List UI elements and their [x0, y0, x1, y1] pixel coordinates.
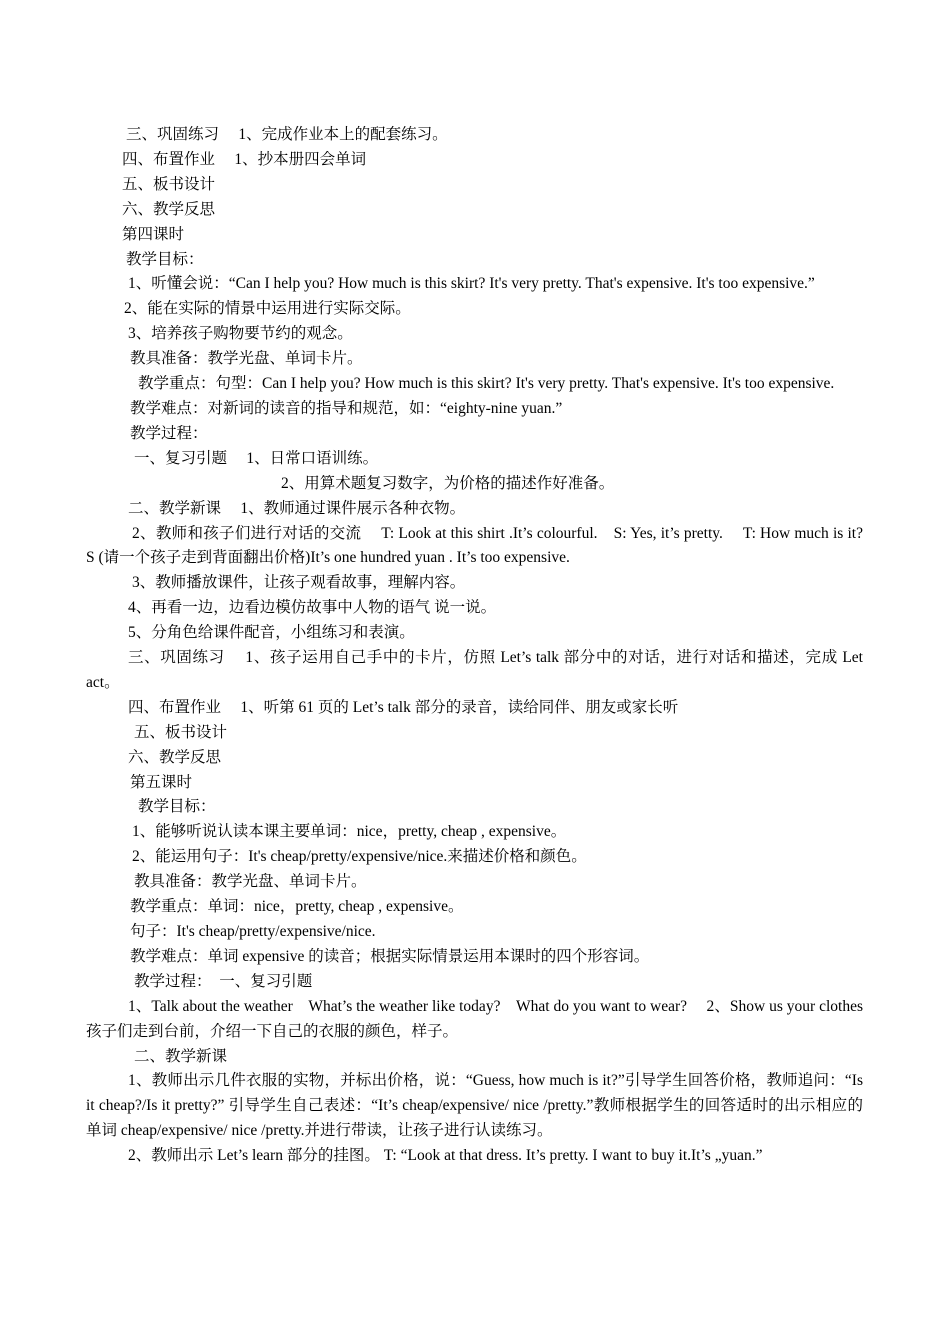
- goal-item-1-lesson5: 1、能够听说认读本课主要单词：nice，pretty, cheap , expensive。: [132, 823, 567, 841]
- lesson-four-heading: 第四课时: [122, 225, 185, 243]
- teaching-goals-label: 教学目标：: [126, 250, 204, 268]
- lesson-five-heading: 第五课时: [130, 773, 193, 791]
- review-step-2: 2、用算术题复习数字，为价格的描述作好准备。: [281, 474, 615, 492]
- goal-item-2-lesson5: 2、能运用句子：It's cheap/pretty/expensive/nice.来描述价格和颜色。: [132, 848, 587, 866]
- key-sentences-lesson5: 句子：It's cheap/pretty/expensive/nice.: [130, 923, 376, 940]
- teaching-goals-label-2: 教学目标：: [138, 798, 216, 816]
- key-points-lesson5: 教学重点：单词：nice，pretty, cheap , expensive。: [130, 898, 464, 916]
- teaching-difficulties: 教学难点：对新词的读音的指导和规范，如：“eighty-nine yuan.”: [130, 399, 563, 417]
- reflection-label: 六、教学反思: [128, 748, 222, 766]
- goal-item-1: 1、听懂会说：“Can I help you? How much is this skirt? It's very pretty. That's expensive. It's too expensive.”: [128, 275, 815, 293]
- document-body: [86, 123, 883, 1169]
- difficulties-lesson5: 教学难点：单词 expensive 的读音；根据实际情景运用本课时的四个形容词。: [130, 947, 650, 965]
- goal-item-3: 3、培养孩子购物要节约的观念。: [128, 325, 353, 343]
- new-lesson-step-4: 4、再看一边，边看边模仿故事中人物的语气 说一说。: [128, 599, 497, 617]
- new-lesson-step-5: 5、分角色给课件配音，小组练习和表演。: [128, 624, 415, 642]
- new-lesson-step-2-lesson5: 2、教师出示 Let’s learn 部分的挂图。 T: “Look at that dress. It’s pretty. I want to buy it.It’s „yuan.”: [128, 1147, 763, 1165]
- section-board-design: 五、板书设计: [122, 175, 216, 193]
- section-homework: 四、布置作业 1、抄本册四会单词: [122, 150, 367, 168]
- board-design-label: 五、板书设计: [134, 723, 228, 741]
- new-lesson-step-3: 3、教师播放课件，让孩子观看故事，理解内容。: [132, 574, 466, 592]
- section-consolidation-practice: 三、巩固练习 1、完成作业本上的配套练习。: [126, 126, 448, 143]
- teaching-aids: 教具准备：教学光盘、单词卡片。: [130, 350, 363, 368]
- section-reflection: 六、教学反思: [122, 200, 216, 218]
- homework-step-1: 四、布置作业 1、听第 61 页的 Let’s talk 部分的录音，读给同伴、朋友或家长听: [128, 698, 679, 716]
- consolidation-step-1: 三、巩固练习 1、孩子运用自己手中的卡片，仿照 Let’s talk 部分中的对话，进行对话和描述，完成 Let act。: [86, 649, 863, 691]
- teaching-process-label: 教学过程：: [130, 424, 208, 442]
- review-step-lesson5: 1、Talk about the weather What’s the weather like today? What do you want to wear? 2、Show us your clothes 孩子们走到台前，介绍一下自己的衣服的颜色，样子。: [86, 997, 863, 1040]
- teaching-aids-lesson5: 教具准备：教学光盘、单词卡片。: [134, 873, 367, 891]
- new-lesson-label-lesson5: 二、教学新课: [134, 1047, 228, 1065]
- new-lesson-step-1: 二、教学新课 1、教师通过课件展示各种衣物。: [128, 499, 466, 517]
- new-lesson-step-1-lesson5: 1、教师出示几件衣服的实物，并标出价格，说：“Guess, how much is it?”引导学生回答价格，教师追问：“Is it cheap?/Is it pretty?” 引导学生自己表述：“It’s cheap/expensive/ nice /pretty.”教师根据学生的回答适时的出示相应的单词 cheap/expensive/ nice /pretty.并进行带读，让孩子进行认读练习。: [86, 1072, 863, 1140]
- goal-item-2: 2、能在实际的情景中运用进行实际交际。: [124, 300, 411, 318]
- new-lesson-step-2: 2、教师和孩子们进行对话的交流 T: Look at this shirt .It’s colourful. S: Yes, it’s pretty. T: How much is it? S (请一个孩子走到背面翻出价格)It’s one hundred yuan . It’s too expensive.: [86, 524, 883, 567]
- process-label-lesson5: 教学过程： 一、复习引题: [134, 972, 313, 990]
- teaching-key-points: 教学重点：句型：Can I help you? How much is this skirt? It's very pretty. That's expensive. It's too expensive.: [138, 375, 835, 393]
- review-step-1: 一、复习引题 1、日常口语训练。: [134, 449, 379, 467]
